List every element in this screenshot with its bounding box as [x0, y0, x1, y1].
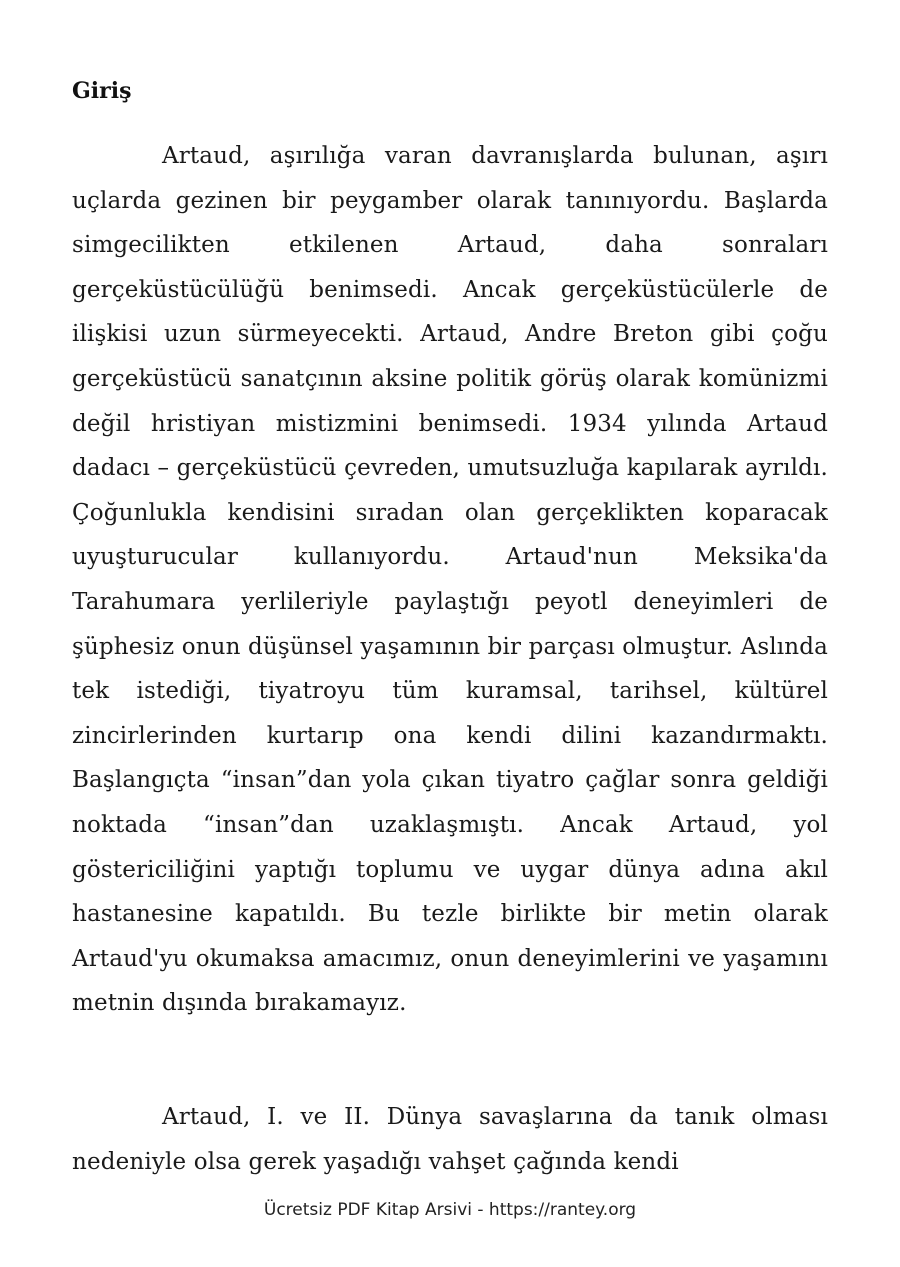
- paragraph-2: Artaud, I. ve II. Dünya savaşlarına da tanık olması nedeniyle olsa gerek yaşadığı vahşet çağında kendi: [72, 1104, 828, 1175]
- page-footer: Ücretsiz PDF Kitap Arsivi - https://rantey.org: [263, 1200, 637, 1220]
- paragraph-1: Artaud, aşırılığa varan davranışlarda bulunan, aşırı uçlarda gezinen bir peygamber olarak tanınıyordu. Başlarda simgecilikten etkilenen Artaud, daha sonraları gerçeküstücülüğü benimsedi. Ancak gerçeküstücülerle de ilişkisi uzun sürmeyecekti. Artaud, Andre Breton gibi çoğu gerçeküstücü sanatçının aksine politik görüş olarak komünizmi değil hristiyan mistizmini benimsedi. 1934 yılında Artaud dadacı – gerçeküstücü çevreden, umutsuzluğa kapılarak ayrıldı. Çoğunlukla kendisini sıradan olan gerçeklikten koparacak uyuşturucular kullanıyordu. Artaud'nun Meksika'da Tarahumara yerlileriyle paylaştığı peyotl deneyimleri de şüphesiz onun düşünsel yaşamının bir parçası olmuştur. Aslında tek istediği, tiyatroyu tüm kuramsal, tarihsel, kültürel zincirlerinden kurtarıp ona kendi dilini kazandırmaktı. Başlangıçta “insan”dan yola çıkan tiyatro çağlar sonra geldiği noktada “insan”dan uzaklaşmıştı. Ancak Artaud, yol göstericiliğini yaptığı toplumu ve uygar dünya adına akıl hastanesine kapatıldı. Bu tezle birlikte bir metin olarak Artaud'yu okumaksa amacımız, onun deneyimlerini ve yaşamını metnin dışında bırakamayız.: [72, 143, 829, 1017]
- section-heading: Giriş: [72, 78, 132, 104]
